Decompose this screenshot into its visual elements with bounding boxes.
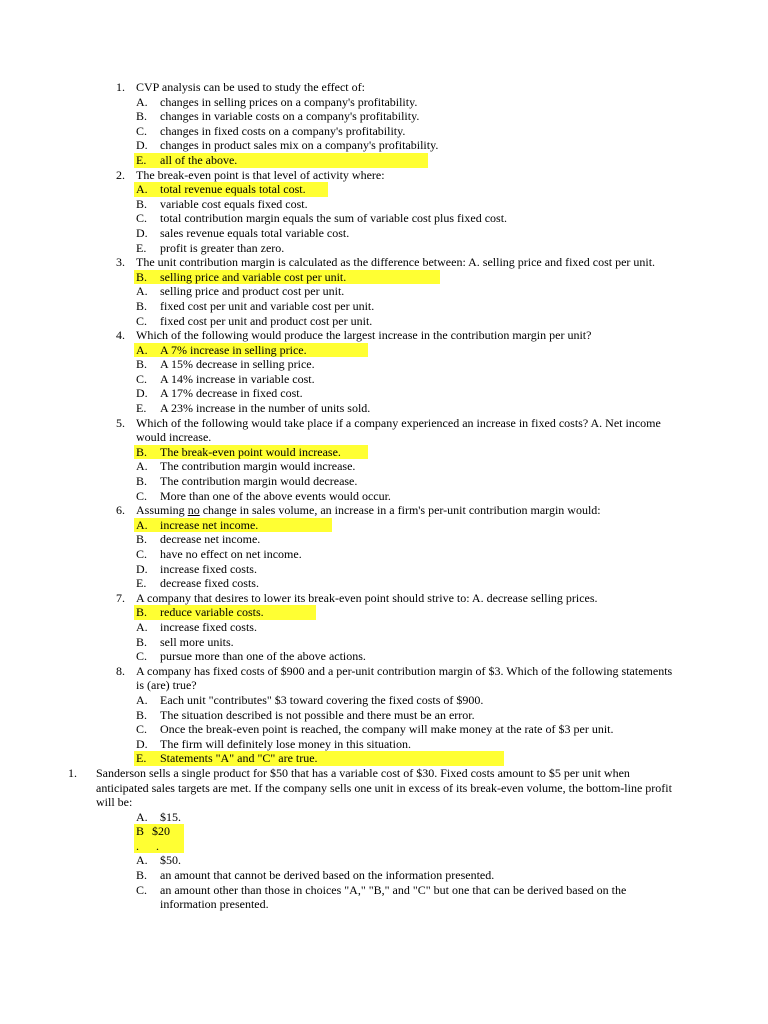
option-letter: C. [136,649,148,664]
option-letter: A. [136,692,148,707]
option-letter: A. [136,182,148,197]
option-text: A 7% increase in selling price. [160,342,307,357]
option-d [0,386,768,401]
option-letter: D. [136,386,148,401]
option-letter: B. [136,532,148,547]
question-number: 1. [116,80,125,94]
option-b [0,299,768,314]
option-text: A 14% increase in variable cost. [160,371,315,386]
option-letter: A. [136,619,148,634]
question-text: Which of the following would produce the largest increase in the contribution margin per unit? [136,328,592,343]
option-letter: B. [136,868,148,883]
question-6 [0,503,768,591]
option-letter: B. [136,444,148,459]
question-number: 5. [116,415,125,430]
option-letter: B. [136,605,148,620]
option-c [0,547,768,562]
option-d [0,562,768,577]
option-text: an amount that cannot be derived based on the information presented. [160,868,495,883]
option-c [0,489,768,504]
option-text: sell more units. [160,634,234,649]
option-letter: A. [136,342,148,357]
option-b-correct [0,445,768,460]
option-d [0,737,768,752]
option-text: The situation described is not possible and there must be an error. [160,707,475,722]
option-b-correct [0,270,768,285]
option-letter: D. [136,225,148,240]
option-text: changes in selling prices on a company's profitability. [160,94,418,109]
option-a-correct [0,343,768,358]
option-letter: E. [136,152,147,167]
option-text: all of the above. [160,152,238,167]
option-text: A 23% increase in the number of units sold. [160,401,371,416]
question-1 [0,80,768,168]
option-b-correct [0,605,768,620]
option-letter: C. [136,211,148,226]
option-text: have no effect on net income. [160,547,302,561]
option-letter: E. [136,401,147,416]
option-c [0,124,768,139]
option-text: The break-even point would increase. [160,444,341,459]
option-c [0,372,768,387]
option-text: Each unit "contributes" $3 toward covering the fixed costs of $900. [160,692,484,707]
question-text: Which of the following would take place if a company experienced an increase in fixed costs? A. Net income would increase. [136,415,661,445]
option-text: Statements "A" and "C" are true. [160,751,318,766]
option-text: total contribution margin equals the sum of variable cost plus fixed cost. [160,211,508,226]
question-number: 3. [116,255,125,270]
option-text: increase fixed costs. [160,619,257,634]
option-letter: C. [136,313,148,328]
option-c [0,722,768,737]
option-letter: B. [136,269,148,284]
option-letter: E. [136,576,147,591]
option-text: total revenue equals total cost. [160,182,306,197]
option-letter: C. [136,882,148,897]
option-letter: A. [136,809,148,824]
question-text: A company has fixed costs of $900 and a per-unit contribution margin of $3. Which of the following statements is (are) true? [136,663,673,693]
option-d [0,138,768,153]
option-letter: C. [136,488,148,503]
option-a [0,620,768,635]
option-e [0,883,768,912]
option-e-correct [0,751,768,766]
option-letter: A. [136,517,148,532]
option-text: pursue more than one of the above actions. [160,649,366,664]
question-text: Sanderson sells a single product for $50 that has a variable cost of $30. Fixed costs amount to $5 per unit when anticipated sales targets are met. If the company sells one unit in excess of its break-even volume, the bottom-line profit will be: [96,765,672,810]
option-letter: B. [136,298,148,313]
option-letter: B. [136,109,148,124]
option-e [0,576,768,591]
option-letter: D. [136,561,148,576]
option-text: decrease net income. [160,532,261,547]
question-9 [0,766,768,912]
option-text: Once the break-even point is reached, the company will make money at the rate of $3 per unit. [160,722,614,737]
option-a [0,693,768,708]
option-text: selling price and variable cost per unit. [160,269,347,284]
question-text: The break-even point is that level of activity where: [136,167,385,182]
option-text: changes in product sales mix on a company's profitability. [160,138,439,153]
option-a [0,810,768,825]
option-letter: B. [136,474,148,489]
option-b [0,474,768,489]
option-letter: B. [136,357,148,372]
option-text: selling price and product cost per unit. [160,284,345,299]
option-text: The contribution margin would decrease. [160,474,358,489]
option-text: The contribution margin would increase. [160,459,356,474]
option-letter: . [136,838,139,853]
question-text: A company that desires to lower its break-even point should strive to: A. decrease selling prices. [136,590,598,605]
option-letter: B [136,824,145,839]
option-a-correct [0,182,768,197]
question-text: CVP analysis can be used to study the effect of: [136,80,365,94]
option-letter: D. [136,138,148,153]
option-b-continuation [0,839,768,854]
question-text [136,503,676,518]
question-2 [0,168,768,256]
option-text: $20 [152,824,170,839]
question-number: 1. [68,765,77,780]
option-text: A 15% decrease in selling price. [160,357,315,372]
option-text: More than one of the above events would occur. [160,488,391,503]
question-4 [0,328,768,416]
option-b [0,357,768,372]
option-text: decrease fixed costs. [160,576,259,591]
question-3 [0,255,768,328]
option-text: reduce variable costs. [160,605,264,620]
option-letter: C. [136,722,148,737]
option-e [0,241,768,256]
question-text: The unit contribution margin is calculated as the difference between: A. selling price and fixed cost per unit. [136,255,656,270]
option-text: increase net income. [160,517,259,532]
option-text: sales revenue equals total variable cost. [160,225,350,240]
option-b [0,635,768,650]
option-a [0,459,768,474]
option-text: The firm will definitely lose money in this situation. [160,736,411,751]
question-number: 4. [116,328,125,343]
option-letter: E. [136,240,147,255]
option-c [0,649,768,664]
option-letter: B. [136,707,148,722]
option-letter: C. [136,547,148,561]
question-text-part: change in sales volume, an increase in a firm's per-unit contribution margin would: [199,503,601,518]
question-5 [0,416,768,504]
question-text-part: Assuming [136,503,188,518]
option-e [0,401,768,416]
question-8 [0,664,768,766]
option-c [0,853,768,868]
option-letter: A. [136,284,148,299]
question-7 [0,591,768,664]
option-a [0,284,768,299]
option-text: fixed cost per unit and product cost per unit. [160,313,373,328]
document [0,80,768,912]
option-letter: E. [136,751,147,766]
option-text: $15. [160,809,181,824]
option-letter: A. [136,853,148,868]
option-b [0,197,768,212]
option-text: variable cost equals fixed cost. [160,196,308,211]
option-letter: A. [136,94,148,109]
option-letter: B. [136,634,148,649]
option-text: $50. [160,853,181,868]
option-d [0,868,768,883]
option-c [0,314,768,329]
option-d [0,226,768,241]
option-text: increase fixed costs. [160,561,257,576]
option-text: an amount other than those in choices "A," "B," and "C" but one that can be derived based on the information presented. [160,882,627,912]
question-number: 8. [116,663,125,678]
option-text: fixed cost per unit and variable cost per unit. [160,298,375,313]
option-text: A 17% decrease in fixed cost. [160,386,303,401]
underlined-word: no [187,503,200,518]
option-letter: C. [136,123,148,138]
option-text: changes in fixed costs on a company's profitability. [160,123,406,138]
option-text: changes in variable costs on a company's profitability. [160,109,420,124]
option-letter: D. [136,736,148,751]
option-letter: A. [136,459,148,474]
option-b-correct [0,824,768,839]
question-number: 2. [116,167,125,182]
option-a [0,95,768,110]
option-letter: B. [136,196,148,211]
option-a-correct [0,518,768,533]
option-text: profit is greater than zero. [160,240,285,255]
question-number: 7. [116,590,125,605]
option-e-correct [0,153,768,168]
option-c [0,211,768,226]
option-b [0,708,768,723]
question-number: 6. [116,503,125,518]
option-b [0,532,768,547]
option-letter: C. [136,371,148,386]
option-text: . [156,838,159,853]
option-b [0,109,768,124]
